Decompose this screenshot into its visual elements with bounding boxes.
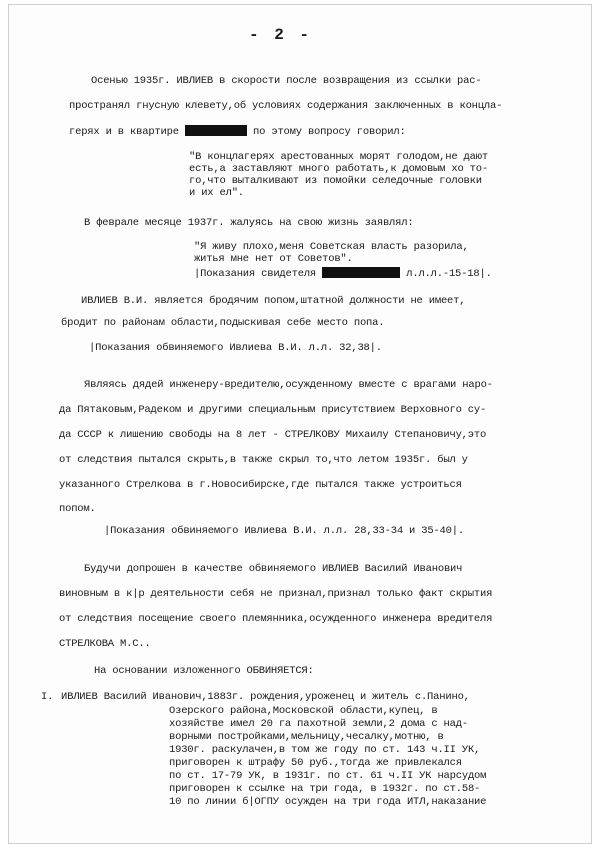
paragraph-line: В феврале месяце 1937г. жалуясь на свою жизнь заявлял: (84, 217, 414, 229)
paragraph-line: от следствия посещение своего племянника,осужденного инженера вредителя (59, 613, 493, 625)
testimony-reference (194, 267, 492, 281)
quote-line: го,что выталкивают из помойки селедочные головки (189, 175, 482, 187)
paragraph-line: бродит по районам области,подыскивая себе место попа. (61, 317, 385, 329)
paragraph-line: от следствия пытался скрыть,в также скрыл то,что летом 1935г. был у (59, 454, 468, 466)
quote-line: "В концлагерях арестованных морят голодом,не дают (189, 151, 488, 163)
item-line: приговорен к ссылке на три года, в 1932г. по ст.58- (169, 783, 481, 795)
testimony-reference: |Показания обвиняемого Ивлиева В.И. л.л. 28,33-34 и 35-40|. (104, 525, 464, 537)
page-number: - 2 - (249, 26, 313, 44)
paragraph-line: Являясь дядей инженеру-вредителю,осужденному вместе с врагами наро- (84, 379, 493, 391)
paragraph-line: пространял гнусную клевету,об условиях содержания заключенных в концла- (69, 100, 503, 112)
paragraph-line: указанного Стрелкова в г.Новосибирске,где пытался также устроиться (59, 479, 462, 491)
paragraph-line: попом. (59, 503, 96, 515)
paragraph-line: СТРЕЛКОВА М.С.. (59, 638, 151, 650)
quote-line: "Я живу плохо,меня Советская власть разорила, (194, 241, 469, 253)
item-line: 1930г. раскулачен,в том же году по ст. 143 ч.II УК, (169, 744, 481, 756)
item-line: по ст. 17-79 УК, в 1931г. по ст. 61 ч.II УК нарсудом (169, 770, 487, 782)
paragraph-line: виновным в к|р деятельности себя не признал,признал только факт скрытия (59, 588, 493, 600)
item-line: Озерского района,Московской области,купец, в (169, 705, 438, 717)
item-number: I. (41, 691, 54, 703)
paragraph-line: ИВЛИЕВ В.И. является бродячим попом,штатной должности не имеет, (81, 295, 466, 307)
paragraph-text: герях и в квартире (69, 126, 179, 138)
redaction-bar (185, 125, 247, 136)
paragraph-line: да СССР к лишению свободы на 8 лет - СТРЕЛКОВУ Михаилу Степановичу,это (59, 429, 487, 441)
item-line: ворными постройками,мельницу,чесалку,мотню, в (169, 731, 444, 743)
document-page (8, 4, 592, 844)
paragraph-line: Будучи допрошен в качестве обвиняемого ИВЛИЕВ Василий Иванович (84, 563, 463, 575)
quote-line: и их ел". (189, 187, 244, 199)
quote-line: есть,а заставляют много работать,к домовым хо то- (189, 163, 488, 175)
item-line: 10 по линии б|ОГПУ осужден на три года ИТЛ,наказание (169, 796, 487, 808)
quote-line: житья мне нет от Советов". (194, 253, 353, 265)
item-line: хозяйстве имел 20 га пахотной земли,2 дома с над- (169, 718, 468, 730)
reference-text: |Показания свидетеля (194, 268, 317, 280)
paragraph-line (69, 125, 406, 139)
paragraph-line: Осенью 1935г. ИВЛИЕВ в скорости после возвращения из ссылки рас- (91, 75, 482, 87)
item-line: ИВЛИЕВ Василий Иванович,1883г. рождения,уроженец и житель с.Панино, (61, 691, 470, 703)
paragraph-line: да Пятаковым,Радеком и другими специальным присутствием Верховного су- (59, 404, 487, 416)
testimony-reference: |Показания обвиняемого Ивлиева В.И. л.л. 32,38|. (89, 342, 382, 354)
reference-text: л.л.л.-15-18|. (406, 268, 492, 280)
redaction-bar (322, 267, 400, 278)
paragraph-text: по этому вопросу говорил: (253, 126, 406, 138)
accusation-heading: На основании изложенного ОБВИНЯЕТСЯ: (94, 665, 314, 677)
item-line: приговорен к штрафу 50 руб.,тогда же привлекался (169, 757, 462, 769)
